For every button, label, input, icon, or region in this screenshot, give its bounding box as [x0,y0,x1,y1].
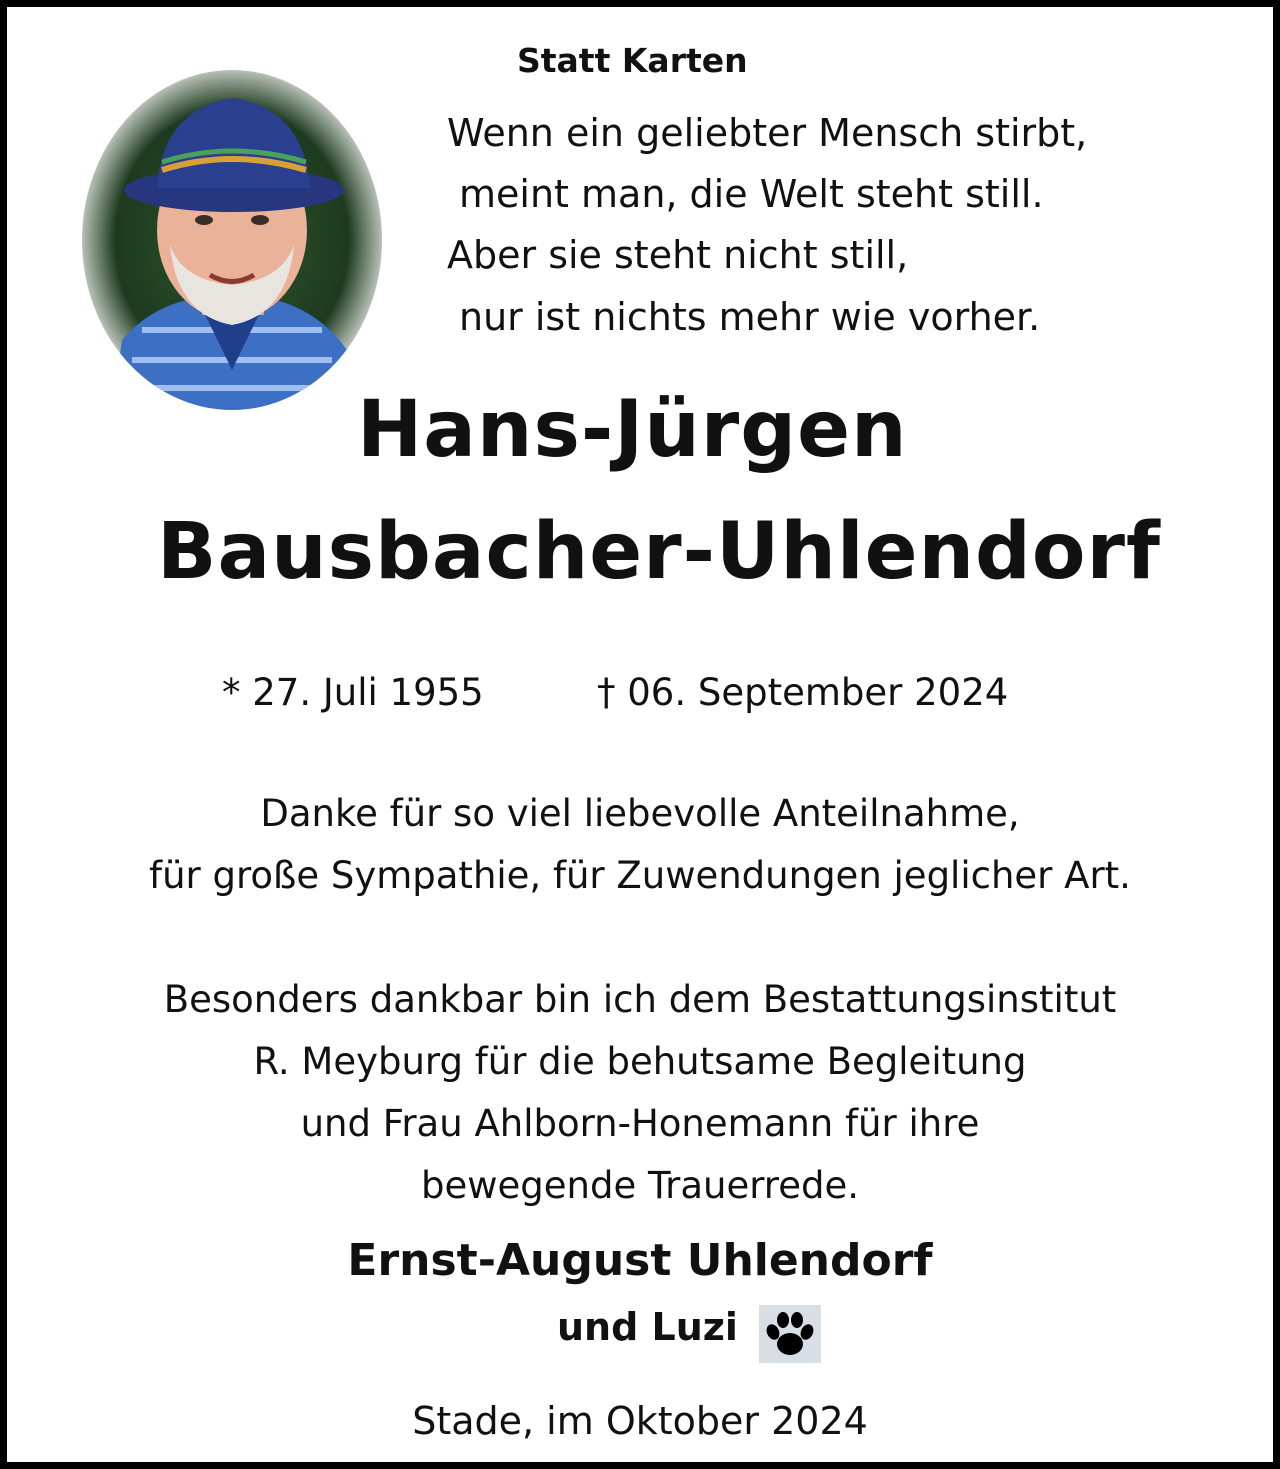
poem-line-4: nur ist nichts mehr wie vorher. [459,295,1041,339]
poem-line-1: Wenn ein geliebter Mensch stirbt, [447,111,1088,155]
death-date: † 06. September 2024 [597,671,1009,714]
place-date: Stade, im Oktober 2024 [412,1399,868,1443]
thanks-line-5: und Frau Ahlborn-Honemann für ihre [300,1102,980,1145]
paw-print-icon [759,1305,821,1363]
thanks-paragraph-2 [7,969,1273,1217]
deceased-first-name: Hans-Jürgen [357,385,908,475]
signature-name: Ernst-August Uhlendorf [347,1235,933,1286]
portrait-illustration [82,70,382,410]
signature-pet: und Luzi [557,1305,738,1349]
thanks-line-1: Danke für so viel liebevolle Anteilnahme, [260,792,1020,835]
portrait-photo [82,70,382,410]
thanks-paragraph-1 [7,783,1273,907]
thanks-line-6: bewegende Trauerrede. [421,1164,859,1207]
thanks-line-3: Besonders dankbar bin ich dem Bestattungsinstitut [163,978,1117,1021]
poem-line-3: Aber sie steht nicht still, [447,233,909,277]
poem-line-2: meint man, die Welt steht still. [459,172,1044,216]
statt-karten-label: Statt Karten [517,41,748,80]
deceased-last-name: Bausbacher-Uhlendorf [157,507,1161,597]
thanks-line-2: für große Sympathie, für Zuwendungen jeglicher Art. [149,854,1131,897]
thanks-line-4: R. Meyburg für die behutsame Begleitung [253,1040,1027,1083]
birth-date: * 27. Juli 1955 [222,671,484,714]
